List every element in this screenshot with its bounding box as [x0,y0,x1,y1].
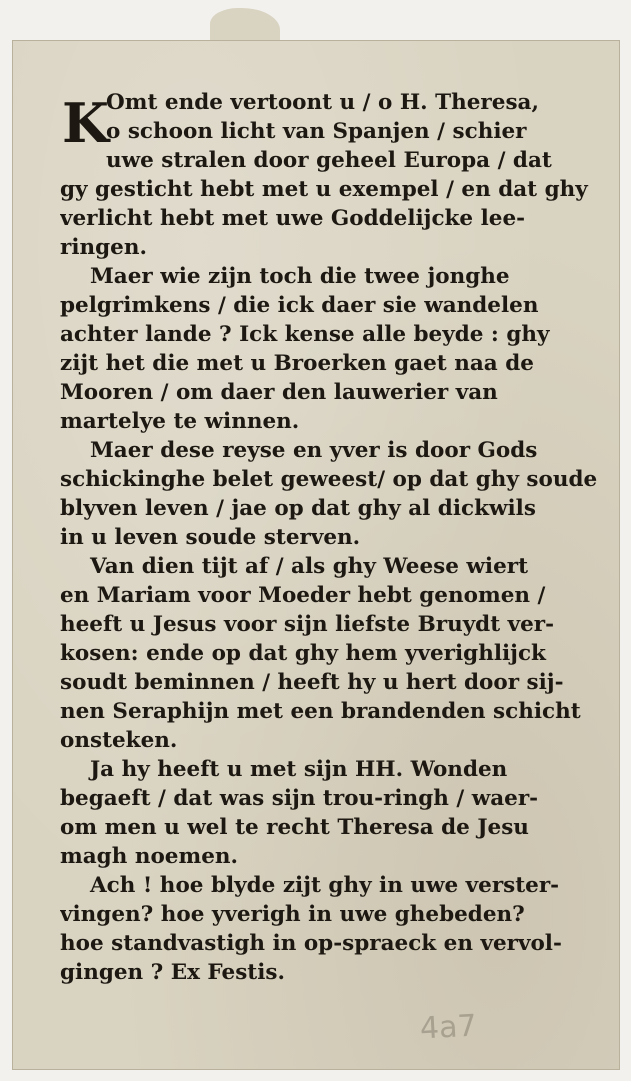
text-line: om men u wel te recht Theresa de Jesu [60,815,529,840]
text-line: begaeft / dat was sijn trou-ringh / waer- [60,786,539,811]
paragraph-4 [60,552,600,755]
text-line: Omt ende vertoont u / o H. Theresa, [106,90,539,115]
text-line: magh noemen. [60,844,239,869]
text-line: Van dien tijt af / als ghy Weese wiert [90,554,529,579]
text-line: heeft u Jesus voor sijn liefste Bruydt ver- [60,612,555,637]
text-line: ringen. [60,235,147,260]
document-text [60,88,600,987]
text-line: en Mariam voor Moeder hebt genomen / [60,583,546,608]
text-line: pelgrimkens / die ick daer sie wandelen [60,293,539,318]
text-line: schickinghe belet geweest/ op dat ghy soude [60,467,598,492]
text-line: in u leven soude sterven. [60,525,361,550]
text-line: Maer dese reyse en yver is door Gods [90,438,538,463]
text-line: uwe stralen door geheel Europa / dat [106,148,552,173]
paragraph-2 [60,262,600,436]
text-line: martelye te winnen. [60,409,300,434]
text-line: soudt beminnen / heeft hy u hert door sij- [60,670,564,695]
text-line: Ja hy heeft u met sijn HH. Wonden [90,757,508,782]
paragraph-1 [60,88,600,262]
text-line: nen Seraphijn met een brandenden schicht [60,699,581,724]
paragraph-5 [60,755,600,871]
text-line: verlicht hebt met uwe Goddelijcke lee- [60,206,526,231]
paragraph-6 [60,871,600,987]
text-line: zijt het die met u Broerken gaet naa de [60,351,534,376]
text-line: blyven leven / jae op dat ghy al dickwils [60,496,536,521]
text-line: Ach ! hoe blyde zijt ghy in uwe verster- [90,873,560,898]
text-line: achter lande ? Ick kense alle beyde : ghy [60,322,550,347]
text-line: gingen ? Ex Festis. [60,960,285,985]
paragraph-3 [60,436,600,552]
pencil-annotation: 4a7 [419,1008,478,1047]
drop-cap: K [62,91,109,155]
text-line: Mooren / om daer den lauwerier van [60,380,498,405]
text-line: onsteken. [60,728,178,753]
text-line: kosen: ende op dat ghy hem yverighlijck [60,641,546,666]
text-line: o schoon licht van Spanjen / schier [106,119,527,144]
text-line: gy gesticht hebt met u exempel / en dat ghy [60,177,588,202]
text-line: Maer wie zijn toch die twee jonghe [90,264,510,289]
text-line: vingen? hoe yverigh in uwe ghebeden? [60,902,525,927]
text-line: hoe standvastigh in op-spraeck en vervol- [60,931,562,956]
